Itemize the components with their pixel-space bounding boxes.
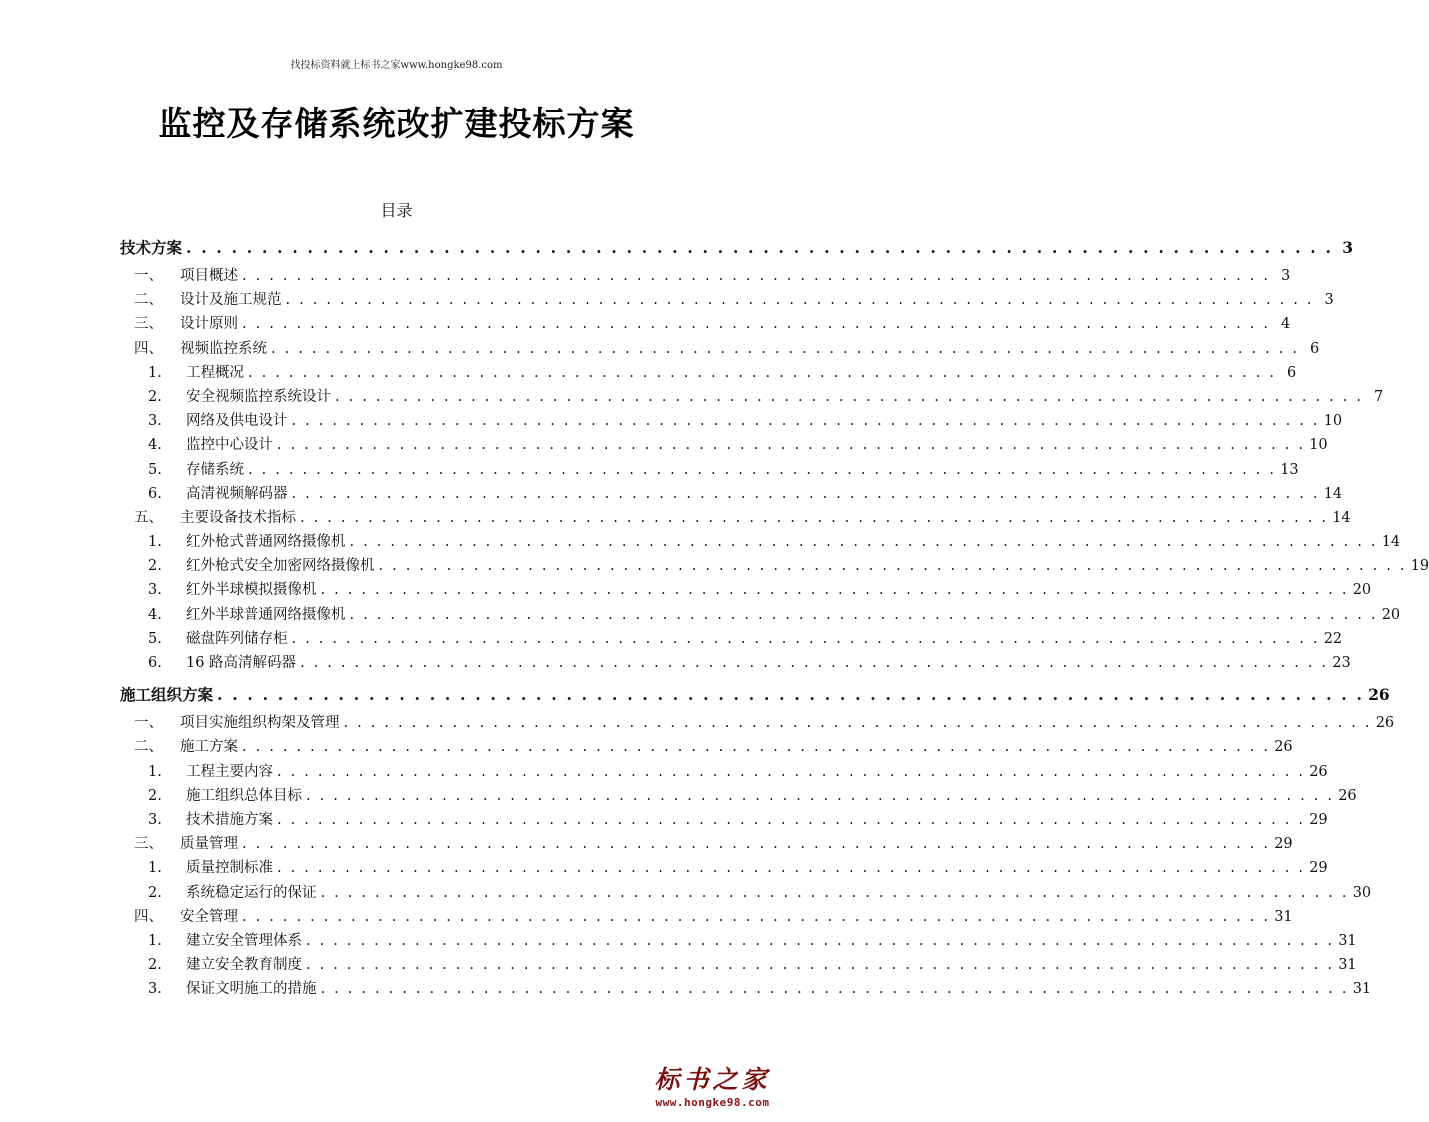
toc-entry-title xyxy=(134,905,238,926)
toc-subsection[interactable] xyxy=(120,409,1343,433)
toc-entry-title xyxy=(148,627,288,648)
toc-subsection[interactable] xyxy=(120,482,1343,506)
dot-leader: . . . . . . . . . . . . . . . . . . . . . . . . . . . . . . . . . . . . . . . . . . . . . . . . . . . . . . . . . . . . . . . . . . . . . . . . . . . . xyxy=(291,485,1320,502)
toc-entry-label: 安全管理 xyxy=(180,908,238,925)
toc-entry-title xyxy=(134,264,238,285)
toc-entry-label: 存储系统 xyxy=(186,461,244,478)
dot-leader: . . . . . . . . . . . . . . . . . . . . . . . . . . . . . . . . . . . . . . . . . . . . . . . . . . . . . . . . . . . . . . . . . . . . . . . . . . . . xyxy=(349,534,1378,551)
toc-entry-number: 五、 xyxy=(134,509,163,526)
toc-entry-number: 3. xyxy=(148,413,162,430)
toc-entry-label: 质量管理 xyxy=(180,836,238,853)
toc-entry-number: 6. xyxy=(148,655,162,671)
toc-entry-title xyxy=(148,385,331,406)
toc-entry-number: 三、 xyxy=(134,316,163,333)
dot-leader: . . . . . . . . . . . . . . . . . . . . . . . . . . . . . . . . . . . . . . . . . . . . . . . . . . . . . . . . . . . . . . . . . . . . . . . . . . . . xyxy=(277,437,1306,454)
toc-entry-number: 6. xyxy=(148,485,162,502)
toc-entry-page: 6 xyxy=(1309,340,1320,357)
toc-entry-label: 项目实施组织构架及管理 xyxy=(180,715,340,732)
toc-entry-page: 3 xyxy=(1342,238,1354,257)
toc-entry-number: 1. xyxy=(148,932,162,949)
toc-entry-label: 磁盘阵列储存柜 xyxy=(186,630,288,647)
brand-logo-text: 标书之家 xyxy=(654,1065,771,1094)
toc-entry-label: 监控中心设计 xyxy=(186,437,273,454)
toc-entry-label: 建立安全教育制度 xyxy=(186,957,302,974)
toc-entry-page: 20 xyxy=(1352,582,1372,599)
toc-entry-title xyxy=(148,361,244,382)
toc-entry-page: 29 xyxy=(1274,836,1293,853)
dot-leader: . . . . . . . . . . . . . . . . . . . . . . . . . . . . . . . . . . . . . . . . . . . . . . . . . . . . . . . . . . . . . . . . . . . . . . . . . . . . xyxy=(271,340,1300,357)
toc-chapter[interactable] xyxy=(120,683,1390,711)
toc-section[interactable] xyxy=(120,337,1320,361)
toc-section[interactable] xyxy=(120,312,1291,336)
toc-entry-number: 4. xyxy=(148,437,162,454)
dot-leader: . . . . . . . . . . . . . . . . . . . . . . . . . . . . . . . . . . . . . . . . . . . . . . . . . . . . . . . . . . . . . . . . . . . . . . . . . . . . xyxy=(242,739,1271,756)
toc-entry-label: 技术措施方案 xyxy=(186,811,273,828)
dot-leader: . . . . . . . . . . . . . . . . . . . . . . . . . . . . . . . . . . . . . . . . . . . . . . . . . . . . . . . . . . . . . . . . . . . . . . . . . . . . xyxy=(285,292,1314,309)
toc-entry-label: 视频监控系统 xyxy=(180,340,267,357)
toc-entry-number: 3. xyxy=(148,582,162,599)
toc-entry-number: 2. xyxy=(148,957,162,974)
toc-subsection[interactable] xyxy=(120,554,1429,578)
toc-entry-page: 3 xyxy=(1324,292,1334,309)
toc-entry-label: 工程主要内容 xyxy=(186,763,273,780)
toc-entry-label: 工程概况 xyxy=(186,364,244,381)
toc-subsection[interactable] xyxy=(120,760,1328,784)
page-header: 找投标资料就上标书之家www.hongke98.com xyxy=(290,60,503,71)
toc-entry-title xyxy=(148,856,273,877)
toc-entry-page: 26 xyxy=(1309,763,1328,780)
toc-entry-title xyxy=(120,683,213,705)
toc-entry-title xyxy=(134,832,238,853)
toc-entry-number: 四、 xyxy=(134,908,163,925)
toc-entry-label: 施工方案 xyxy=(180,739,238,756)
toc-subsection[interactable] xyxy=(120,578,1372,602)
toc-section[interactable] xyxy=(120,264,1291,288)
toc-subsection[interactable] xyxy=(120,808,1328,832)
dot-leader: . . . . . . . . . . . . . . . . . . . . . . . . . . . . . . . . . . . . . . . . . . . . . . . . . . . . . . . . . . . . . . . . . . . . . . . . . . . . xyxy=(277,763,1306,780)
dot-leader: . . . . . . . . . . . . . . . . . . . . . . . . . . . . . . . . . . . . . . . . . . . . . . . . . . . . . . . . . . . . . . . . . . . . . . . . . . . . xyxy=(291,630,1320,647)
toc-subsection[interactable] xyxy=(120,458,1299,482)
toc-entry-label: 红外半球普通网络摄像机 xyxy=(186,606,346,623)
toc-entry-title xyxy=(134,312,238,333)
toc-entry-label: 质量控制标准 xyxy=(186,860,273,877)
toc-entry-page: 31 xyxy=(1352,981,1372,998)
dot-leader: . . . . . . . . . . . . . . . . . . . . . . . . . . . . . . . . . . . . . . . . . . . . . . . . . . . . . . . . . . . . . . . . . . . . . . . . . . . . xyxy=(378,558,1407,575)
toc-entry-page: 14 xyxy=(1332,509,1351,526)
toc-entry-number: 2. xyxy=(148,388,162,405)
toc-entry-title xyxy=(120,236,182,258)
toc-subsection[interactable] xyxy=(120,385,1384,409)
toc-entry-number: 二、 xyxy=(134,292,163,309)
toc-entry-page: 13 xyxy=(1280,461,1299,478)
dot-leader: . . . . . . . . . . . . . . . . . . . . . . . . . . . . . . . . . . . . . . . . . . . . . . . . . . . . . . . . . . . . . . . . . . . . . . . . . . . . xyxy=(300,509,1329,526)
toc-entry-number: 一、 xyxy=(134,715,163,732)
toc-entry-title xyxy=(148,881,317,902)
toc-entry-page: 3 xyxy=(1280,268,1291,284)
toc-entry-number: 三、 xyxy=(134,836,163,853)
toc-entry-page: 10 xyxy=(1323,413,1343,430)
toc-entry-page: 20 xyxy=(1381,606,1401,623)
toc-entry-page: 14 xyxy=(1323,485,1343,502)
dot-leader: . . . . . . . . . . . . . . . . . . . . . . . . . . . . . . . . . . . . . . . . . . . . . . . . . . . . . . . . . . . . . . . . . . . . . . . . . . . . xyxy=(306,787,1335,804)
toc-entry-title xyxy=(134,337,267,358)
toc-entry-label: 保证文明施工的措施 xyxy=(186,981,317,998)
toc-section[interactable] xyxy=(120,735,1293,759)
dot-leader: . . . . . . . . . . . . . . . . . . . . . . . . . . . . . . . . . . . . . . . . . . . . . . . . . . . . . . . . . . . . . . . . . . . . . . . . . . . . xyxy=(349,606,1378,623)
toc-entry-number: 1. xyxy=(148,763,162,780)
document-title: 监控及存储系统改扩建投标方案 xyxy=(158,104,635,143)
toc-entry-title xyxy=(134,735,238,756)
toc-entry-page: 19 xyxy=(1410,558,1429,575)
dot-leader: . . . . . . . . . . . . . . . . . . . . . . . . . . . . . . . . . . . . . . . . . . . . . . . . . . . . . . . . . . . . . . . . . . . . . . . . . . . . xyxy=(242,268,1271,284)
table-of-contents xyxy=(120,236,1429,1001)
toc-subsection[interactable] xyxy=(120,361,1297,385)
toc-entry-title xyxy=(148,433,273,454)
toc-entry-number: 1. xyxy=(148,364,162,381)
dot-leader: . . . . . . . . . . . . . . . . . . . . . . . . . . . . . . . . . . . . . . . . . . . . . . . . . . . . . . . . . . . . . . . . . . . . . . . . . . . . xyxy=(306,957,1335,974)
toc-entry-page: 30 xyxy=(1352,884,1372,901)
toc-entry-label: 红外半球模拟摄像机 xyxy=(186,582,317,599)
dot-leader: . . . . . . . . . . . . . . . . . . . . . . . . . . . . . . . . . . . . . . . . . . . . . . . . . . . . . . . . . . . . . . . . . . . . . . . . . . . . xyxy=(242,316,1271,333)
dot-leader: . . . . . . . . . . . . . . . . . . . . . . . . . . . . . . . . . . . . . . . . . . . . . . . . . . . . . . . . . . . . . . . . . . . . . . . . . . . . xyxy=(186,238,1334,257)
toc-entry-number: 二、 xyxy=(134,739,163,756)
dot-leader: . . . . . . . . . . . . . . . . . . . . . . . . . . . . . . . . . . . . . . . . . . . . . . . . . . . . . . . . . . . . . . . . . . . . . . . . . . . . xyxy=(335,388,1364,405)
toc-entry-title xyxy=(148,554,375,575)
toc-section[interactable] xyxy=(120,832,1293,856)
toc-entry-page: 31 xyxy=(1338,957,1357,974)
toc-section[interactable] xyxy=(120,506,1351,530)
toc-section[interactable] xyxy=(120,905,1293,929)
toc-subsection[interactable] xyxy=(120,651,1351,675)
toc-entry-page: 29 xyxy=(1309,860,1328,877)
toc-entry-title xyxy=(148,458,244,479)
toc-entry-number: 2. xyxy=(148,558,162,575)
toc-entry-title xyxy=(134,506,296,527)
toc-entry-title xyxy=(148,808,273,829)
dot-leader: . . . . . . . . . . . . . . . . . . . . . . . . . . . . . . . . . . . . . . . . . . . . . . . . . . . . . . . . . . . . . . . . . . . . . . . . . . . . xyxy=(343,715,1372,732)
toc-entry-title xyxy=(148,953,302,974)
dot-leader: . . . . . . . . . . . . . . . . . . . . . . . . . . . . . . . . . . . . . . . . . . . . . . . . . . . . . . . . . . . . . . . . . . . . . . . . . . . . xyxy=(320,884,1349,901)
toc-section[interactable] xyxy=(120,288,1334,312)
toc-entry-title xyxy=(148,603,346,624)
toc-entry-title xyxy=(148,651,296,672)
toc-entry-title xyxy=(148,760,273,781)
toc-entry-title xyxy=(148,482,288,503)
toc-entry-label: 设计原则 xyxy=(180,316,238,333)
toc-entry-number: 5. xyxy=(148,630,162,647)
dot-leader: . . . . . . . . . . . . . . . . . . . . . . . . . . . . . . . . . . . . . . . . . . . . . . . . . . . . . . . . . . . . . . . . . . . . . . . . . . . . xyxy=(242,836,1271,853)
brand-logo-url: www.hongke98.com xyxy=(655,1096,770,1109)
toc-entry-label: 施工组织方案 xyxy=(120,685,214,705)
toc-entry-page: 31 xyxy=(1274,908,1293,925)
dot-leader: . . . . . . . . . . . . . . . . . . . . . . . . . . . . . . . . . . . . . . . . . . . . . . . . . . . . . . . . . . . . . . . . . . . . . . . . . . . . xyxy=(320,981,1349,998)
toc-entry-label: 设计及施工规范 xyxy=(180,292,282,309)
toc-entry-label: 主要设备技术指标 xyxy=(180,509,296,526)
toc-entry-title xyxy=(134,711,340,732)
brand-logo xyxy=(640,1060,785,1109)
toc-subsection[interactable] xyxy=(120,977,1372,1001)
toc-entry-page: 4 xyxy=(1280,316,1291,333)
dot-leader: . . . . . . . . . . . . . . . . . . . . . . . . . . . . . . . . . . . . . . . . . . . . . . . . . . . . . . . . . . . . . . . . . . . . . . . . . . . . xyxy=(242,908,1271,925)
toc-entry-page: 29 xyxy=(1309,811,1328,828)
toc-entry-number: 四、 xyxy=(134,340,163,357)
toc-subsection[interactable] xyxy=(120,433,1328,457)
toc-entry-title xyxy=(134,288,282,309)
toc-entry-label: 系统稳定运行的保证 xyxy=(186,884,317,901)
dot-leader: . . . . . . . . . . . . . . . . . . . . . . . . . . . . . . . . . . . . . . . . . . . . . . . . . . . . . . . . . . . . . . . . . . . . . . . . . . . . xyxy=(300,655,1329,671)
toc-entry-label: 安全视频监控系统设计 xyxy=(186,388,331,405)
toc-subsection[interactable] xyxy=(120,603,1401,627)
toc-entry-label: 技术方案 xyxy=(120,238,183,257)
toc-entry-label: 建立安全管理体系 xyxy=(186,932,302,949)
toc-entry-label: 红外枪式普通网络摄像机 xyxy=(186,534,346,551)
toc-heading: 目录 xyxy=(380,201,413,220)
toc-entry-label: 网络及供电设计 xyxy=(186,413,288,430)
dot-leader: . . . . . . . . . . . . . . . . . . . . . . . . . . . . . . . . . . . . . . . . . . . . . . . . . . . . . . . . . . . . . . . . . . . . . . . . . . . . xyxy=(291,413,1320,430)
toc-entry-number: 5. xyxy=(148,461,162,478)
toc-entry-label: 红外枪式安全加密网络摄像机 xyxy=(186,558,375,575)
toc-entry-page: 31 xyxy=(1338,932,1357,949)
toc-entry-number: 1. xyxy=(148,860,162,877)
toc-entry-label: 施工组织总体目标 xyxy=(186,787,302,804)
toc-entry-number: 4. xyxy=(148,606,162,623)
toc-entry-title xyxy=(148,929,302,950)
toc-entry-title xyxy=(148,578,317,599)
toc-entry-title xyxy=(148,530,346,551)
toc-entry-number: 1. xyxy=(148,534,162,551)
toc-entry-page: 6 xyxy=(1286,364,1297,381)
toc-subsection[interactable] xyxy=(120,856,1328,880)
toc-entry-label: 高清视频解码器 xyxy=(186,485,288,502)
toc-entry-page: 14 xyxy=(1381,534,1401,551)
dot-leader: . . . . . . . . . . . . . . . . . . . . . . . . . . . . . . . . . . . . . . . . . . . . . . . . . . . . . . . . . . . . . . . . . . . . . . . . . . . . xyxy=(217,685,1365,705)
toc-entry-label: 项目概述 xyxy=(180,268,238,284)
toc-subsection[interactable] xyxy=(120,784,1357,808)
dot-leader: . . . . . . . . . . . . . . . . . . . . . . . . . . . . . . . . . . . . . . . . . . . . . . . . . . . . . . . . . . . . . . . . . . . . . . . . . . . . xyxy=(277,811,1306,828)
toc-entry-page: 10 xyxy=(1309,437,1328,454)
toc-entry-number: 2. xyxy=(148,787,162,804)
toc-entry-page: 23 xyxy=(1332,655,1351,671)
toc-entry-page: 26 xyxy=(1274,739,1293,756)
toc-entry-number: 3. xyxy=(148,811,162,828)
toc-subsection[interactable] xyxy=(120,530,1401,554)
toc-entry-page: 7 xyxy=(1373,388,1384,405)
toc-subsection[interactable] xyxy=(120,953,1357,977)
toc-entry-number: 2. xyxy=(148,884,162,901)
toc-subsection[interactable] xyxy=(120,627,1343,651)
dot-leader: . . . . . . . . . . . . . . . . . . . . . . . . . . . . . . . . . . . . . . . . . . . . . . . . . . . . . . . . . . . . . . . . . . . . . . . . . . . . xyxy=(320,582,1349,599)
toc-entry-number: 一、 xyxy=(134,268,163,284)
toc-entry-page: 26 xyxy=(1338,787,1357,804)
toc-entry-title xyxy=(148,977,317,998)
toc-entry-page: 26 xyxy=(1368,685,1390,705)
toc-entry-label: 16 路高清解码器 xyxy=(186,655,297,671)
dot-leader: . . . . . . . . . . . . . . . . . . . . . . . . . . . . . . . . . . . . . . . . . . . . . . . . . . . . . . . . . . . . . . . . . . . . . . . . . . . . xyxy=(248,461,1277,478)
toc-subsection[interactable] xyxy=(120,929,1357,953)
toc-entry-title xyxy=(148,409,288,430)
toc-subsection[interactable] xyxy=(120,881,1372,905)
dot-leader: . . . . . . . . . . . . . . . . . . . . . . . . . . . . . . . . . . . . . . . . . . . . . . . . . . . . . . . . . . . . . . . . . . . . . . . . . . . . xyxy=(277,860,1306,877)
dot-leader: . . . . . . . . . . . . . . . . . . . . . . . . . . . . . . . . . . . . . . . . . . . . . . . . . . . . . . . . . . . . . . . . . . . . . . . . . . . . xyxy=(306,932,1335,949)
toc-entry-page: 26 xyxy=(1375,715,1395,732)
toc-entry-title xyxy=(148,784,302,805)
dot-leader: . . . . . . . . . . . . . . . . . . . . . . . . . . . . . . . . . . . . . . . . . . . . . . . . . . . . . . . . . . . . . . . . . . . . . . . . . . . . xyxy=(248,364,1277,381)
toc-entry-page: 22 xyxy=(1323,630,1343,647)
toc-section[interactable] xyxy=(120,711,1395,735)
toc-chapter[interactable] xyxy=(120,236,1354,264)
toc-entry-number: 3. xyxy=(148,981,162,998)
